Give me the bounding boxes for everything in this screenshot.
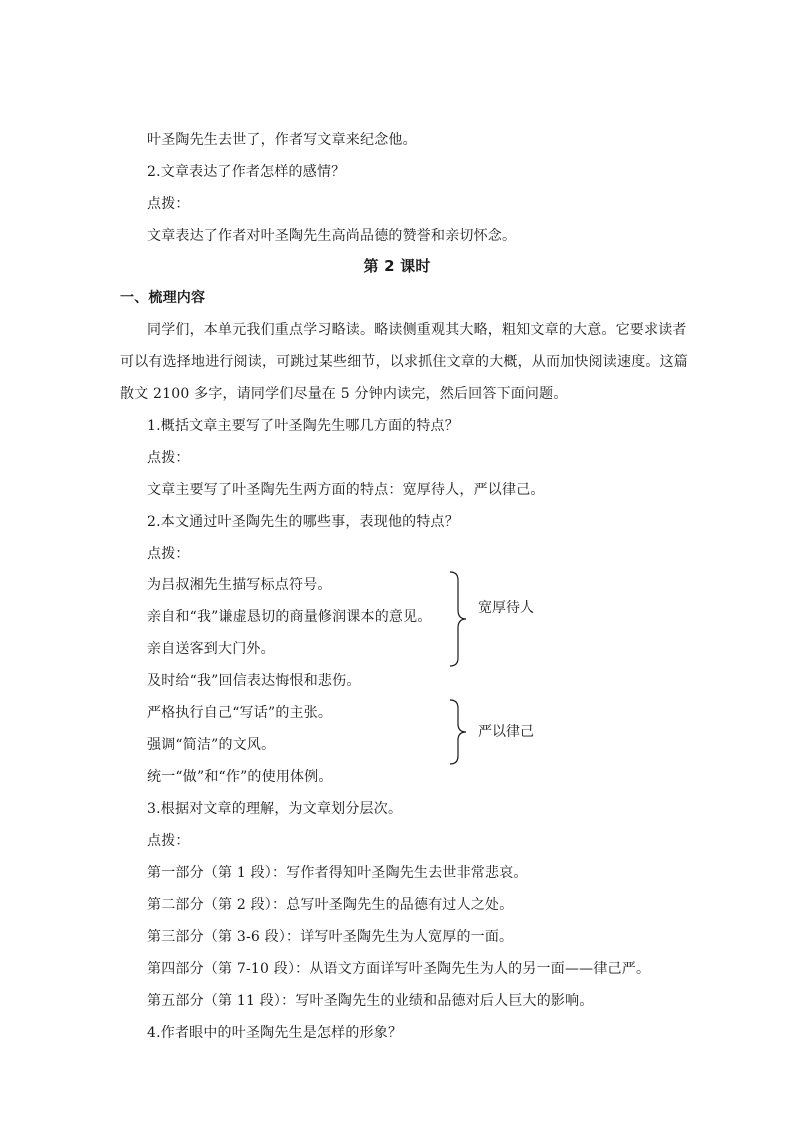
hint-label: 点拨： bbox=[147, 450, 190, 466]
intro-line-2: 可以有选择地进行阅读，可跳过某些细节，以求抓住文章的大概，从而加快阅读速度。这篇 bbox=[120, 354, 688, 370]
group1-item: 亲自和“我”谦虚恳切的商量修润课本的意见。 bbox=[147, 609, 432, 625]
question-4: 4.作者眼中的叶圣陶先生是怎样的形象？ bbox=[147, 1025, 403, 1041]
right-brace-icon bbox=[448, 698, 472, 766]
group1-item: 亲自送客到大门外。 bbox=[147, 641, 275, 657]
group2-item: 严格执行自己“写话”的主张。 bbox=[147, 705, 333, 721]
question-2b: 2.本文通过叶圣陶先生的哪些事，表现他的特点？ bbox=[147, 514, 459, 530]
question-2: 2.文章表达了作者怎样的感情？ bbox=[147, 164, 346, 180]
group1-label: 宽厚待人 bbox=[478, 600, 534, 616]
hint-label: 点拨： bbox=[147, 546, 190, 562]
paragraph: 叶圣陶先生去世了，作者写文章来纪念他。 bbox=[147, 132, 417, 148]
question-1: 1.概括文章主要写了叶圣陶先生哪几方面的特点？ bbox=[147, 418, 459, 434]
right-brace-icon bbox=[448, 570, 472, 668]
part-item: 第五部分（第 11 段）：写叶圣陶先生的业绩和品德对后人巨大的影响。 bbox=[147, 993, 594, 1009]
group1-item: 为吕叔湘先生描写标点符号。 bbox=[147, 577, 332, 593]
part-item: 第三部分（第 3-6 段）：详写叶圣陶先生为人宽厚的一面。 bbox=[147, 929, 514, 945]
group1-item: 及时给“我”回信表达悔恨和悲伤。 bbox=[147, 673, 361, 689]
part-item: 第二部分（第 2 段）：总写叶圣陶先生的品德有过人之处。 bbox=[147, 897, 514, 913]
hint-label: 点拨： bbox=[147, 833, 190, 849]
section-heading: 一、梳理内容 bbox=[120, 290, 206, 306]
intro-line-1: 同学们，本单元我们重点学习略读。略读侧重观其大略，粗知文章的大意。它要求读者 bbox=[147, 322, 687, 338]
group2-label: 严以律己 bbox=[478, 724, 534, 740]
answer-1: 文章主要写了叶圣陶先生两方面的特点：宽厚待人，严以律己。 bbox=[147, 482, 545, 498]
part-item: 第一部分（第 1 段）：写作者得知叶圣陶先生去世非常悲哀。 bbox=[147, 865, 528, 881]
question-3: 3.根据对文章的理解，为文章划分层次。 bbox=[147, 801, 403, 817]
intro-line-3: 散文 2100 多字，请同学们尽量在 5 分钟内读完，然后回答下面问题。 bbox=[120, 386, 568, 402]
group2-item: 统一“做”和“作”的使用体例。 bbox=[147, 769, 333, 785]
group2-item: 强调“简洁”的文风。 bbox=[147, 737, 276, 753]
lesson-title: 第 2 课时 bbox=[363, 257, 431, 275]
hint-label: 点拨： bbox=[147, 196, 190, 212]
answer-2: 文章表达了作者对叶圣陶先生高尚品德的赞誉和亲切怀念。 bbox=[147, 228, 517, 244]
part-item: 第四部分（第 7-10 段）：从语文方面详写叶圣陶先生为人的另一面——律己严。 bbox=[147, 961, 651, 977]
